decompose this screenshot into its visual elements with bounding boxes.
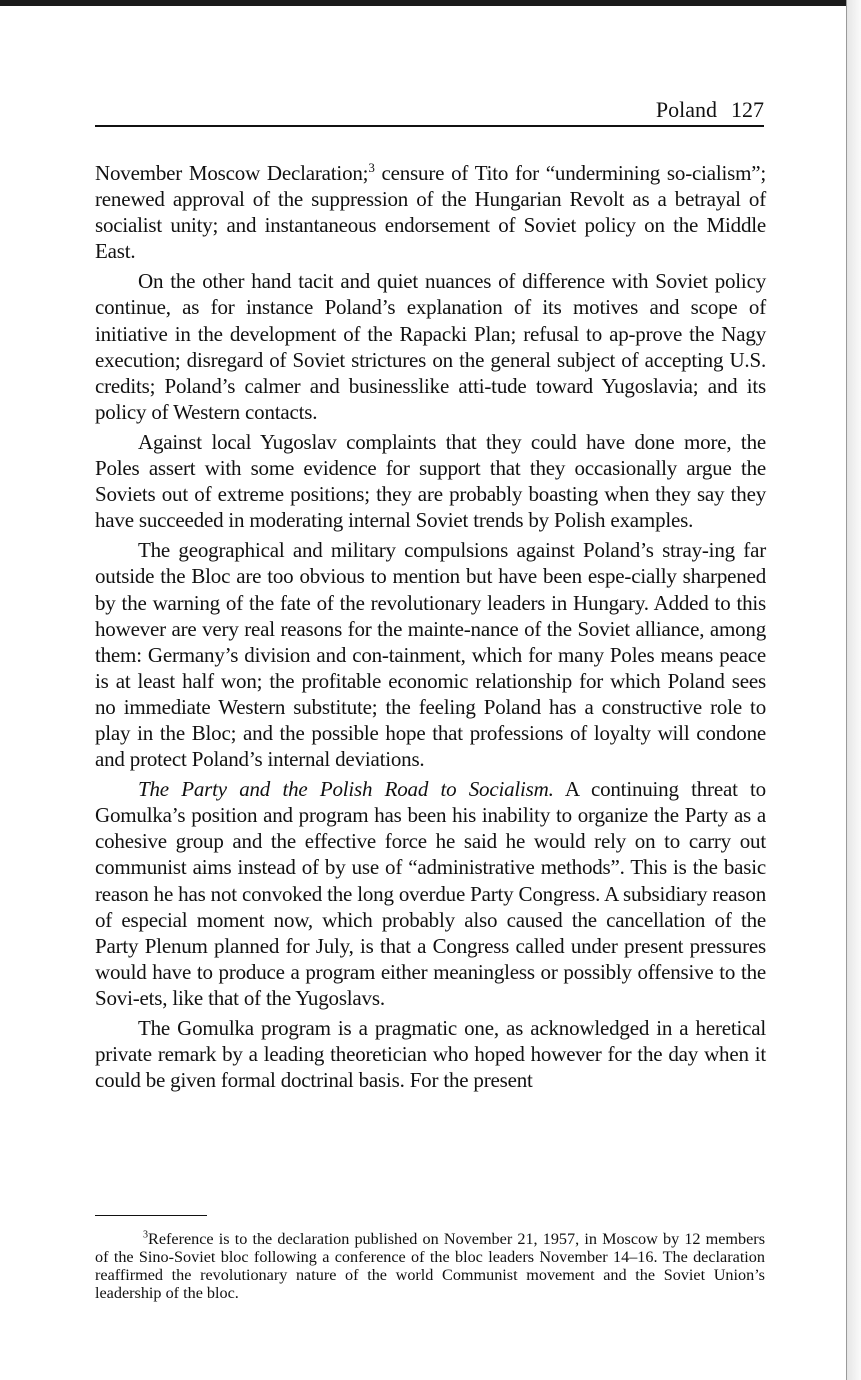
- footnote-marker: 3: [143, 1229, 149, 1241]
- paragraph-1: [95, 160, 766, 264]
- running-head: [95, 96, 764, 126]
- paragraph-1-start: November Moscow Declaration;: [95, 161, 369, 185]
- paragraph-5-text: A continuing threat to Gomulka’s position and program has been his inability to organize the Party as a cohesive group and the effective force he said he would rely on to carry out communist aims instead of by use of “administrative methods”. This is the basic reason he has not convoked the long overdue Party Congress. A subsidiary reason of especial moment now, which probably also caused the cancellation of the Party Plenum planned for July, is that a Congress called under present pressures would have to produce a program either meaningless or possibly offensive to the Sovi-ets, like that of the Yugoslavs.: [95, 777, 766, 1010]
- paragraph-6: The Gomulka program is a pragmatic one, as acknowledged in a heretical private remark by a leading theoretician who hoped however for the day when it could be given formal doctrinal basis. For the present: [95, 1016, 766, 1093]
- scan-edge-right: [846, 0, 861, 1380]
- paragraph-1-rest: censure of Tito for “undermining so-cialism”; renewed approval of the suppression of the Hungarian Revolt as a betrayal of socialist unity; and instantaneous endorsement of Soviet policy on the Middle East.: [95, 161, 766, 264]
- paragraph-2: On the other hand tacit and quiet nuances of difference with Soviet policy continue, as for instance Poland’s explanation of its motives and scope of initiative in the development of the Rapacki Plan; refusal to ap-prove the Nagy execution; disregard of Soviet strictures on the general subject of accepting U.S. credits; Poland’s calmer and businesslike atti-tude toward Yugoslavia; and its policy of Western contacts.: [95, 269, 766, 424]
- page-number: 127: [731, 97, 764, 122]
- footnote-rule: [95, 1215, 207, 1216]
- running-title: Poland: [655, 97, 717, 122]
- body-text: [95, 160, 766, 1097]
- footnote-ref: 3: [368, 160, 375, 175]
- paragraph-4: The geographical and military compulsions against Poland’s stray-ing far outside the Bloc are too obvious to mention but have been espe-cially sharpened by the warning of the fate of the revolutionary leaders in Hungary. Added to this however are very real reasons for the mainte-nance of the Soviet alliance, among them: Germany’s division and con-tainment, which for many Poles means peace is at least half won; the profitable economic relationship for which Poland sees no immediate Western substitute; the feeling Poland has a constructive role to play in the Bloc; and the possible hope that professions of loyalty will condone and protect Poland’s internal deviations.: [95, 538, 766, 772]
- footnote: [95, 1230, 765, 1302]
- section-heading: The Party and the Polish Road to Socialism.: [138, 777, 554, 802]
- paragraph-3: Against local Yugoslav complaints that they could have done more, the Poles assert with some evidence for support that they occasionally argue the Soviets out of extreme positions; they are probably boasting when they say they have succeeded in moderating internal Soviet trends by Polish examples.: [95, 429, 766, 533]
- footnote-text: Reference is to the declaration published on November 21, 1957, in Moscow by 12 members of the Sino-Soviet bloc following a conference of the bloc leaders November 14–16. The declaration reaffirmed the revolutionary nature of the world Communist movement and the Soviet Union’s leadership of the bloc.: [95, 1230, 765, 1302]
- header-rule: [95, 125, 764, 127]
- scan-edge-top: [0, 0, 861, 6]
- paragraph-5: [95, 776, 766, 1011]
